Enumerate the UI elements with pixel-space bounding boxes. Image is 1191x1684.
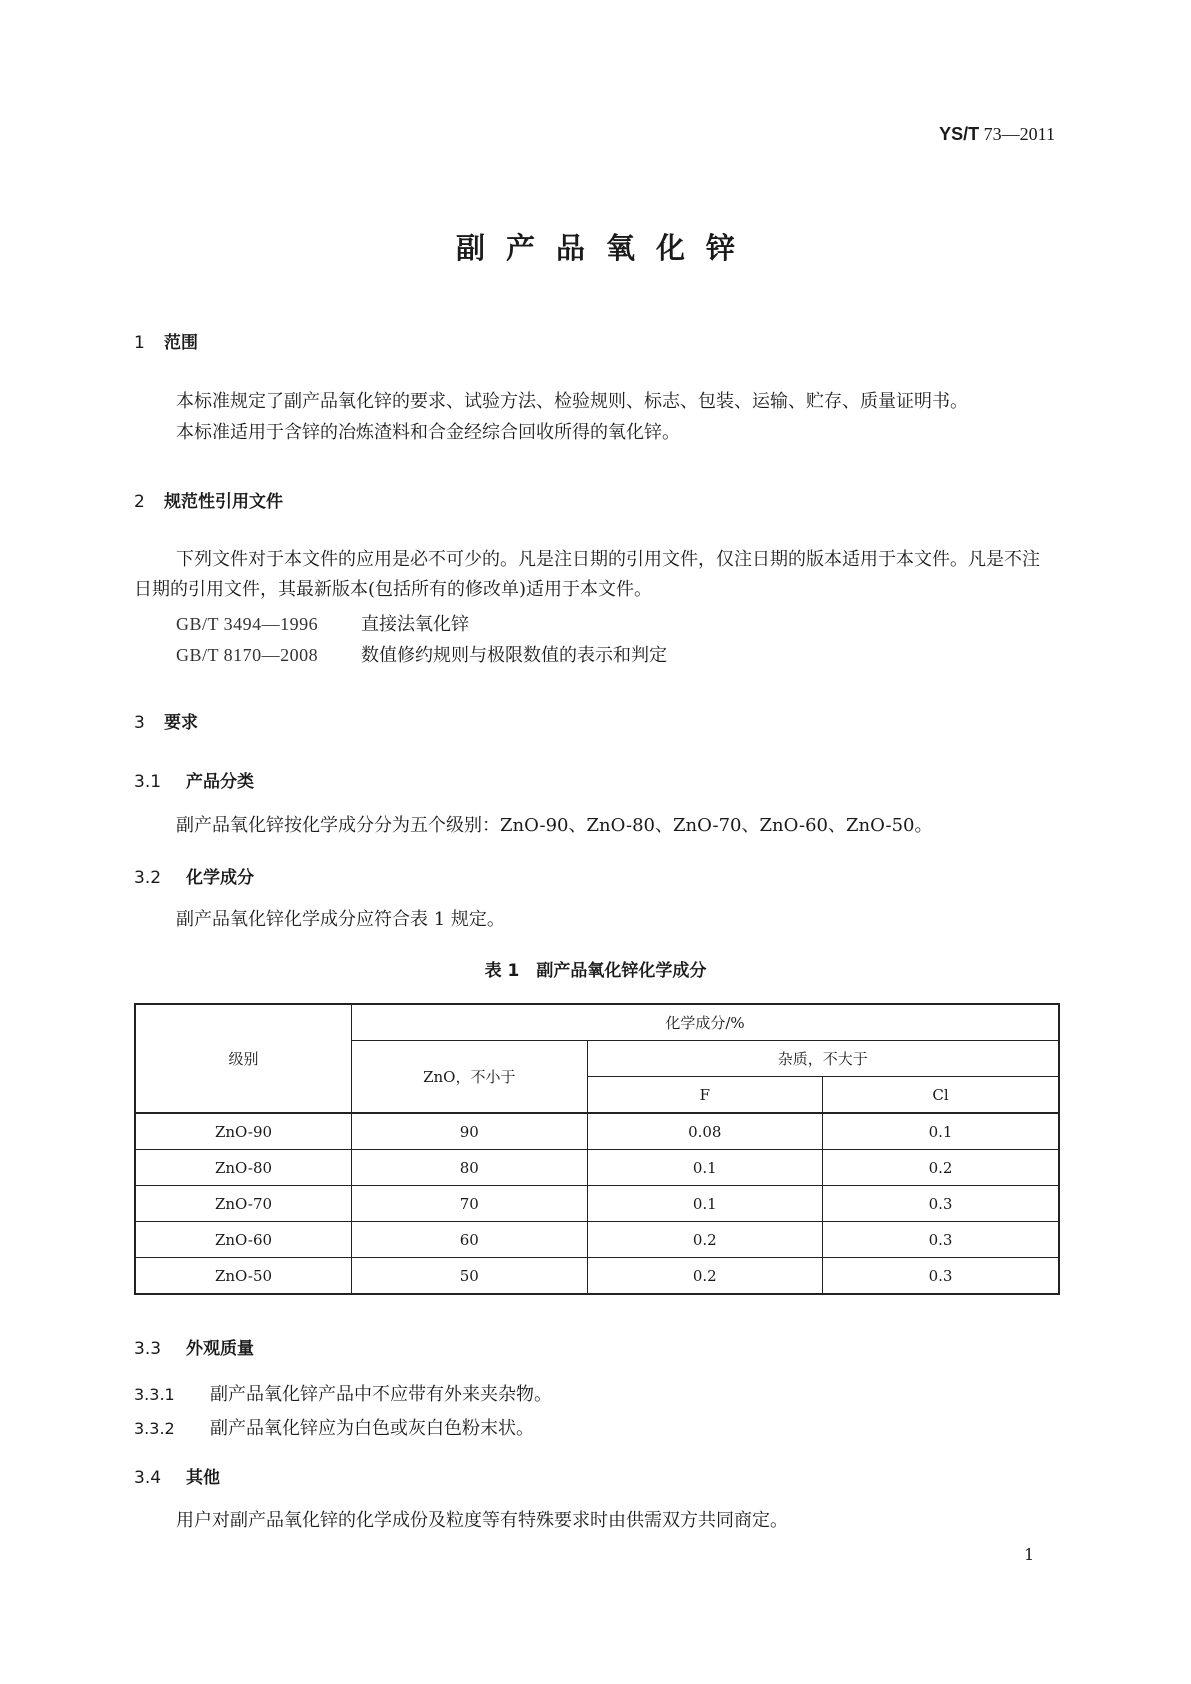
chemical-composition-table [134,1003,1060,1295]
section-title: 范围 [164,333,198,353]
cell-grade: ZnO-50 [135,1258,352,1295]
cell-cl: 0.2 [823,1150,1059,1186]
header-zno: ZnO，不小于 [352,1041,588,1114]
cell-f: 0.1 [587,1150,822,1186]
reference-title: 数值修约规则与极限数值的表示和判定 [361,645,667,666]
paragraph: 副产品氧化锌按化学成分分为五个级别：ZnO-90、ZnO-80、ZnO-70、ZnO-60、ZnO-50。 [176,815,933,836]
section-number: 1 [134,333,145,353]
clause-text: 副产品氧化锌产品中不应带有外来夹杂物。 [210,1384,552,1405]
table-row [135,1113,1059,1150]
paragraph: 副产品氧化锌化学成分应符合表 1 规定。 [176,909,505,930]
table-row [135,1150,1059,1186]
cell-cl: 0.3 [823,1258,1059,1295]
section-3-4-heading [134,1463,220,1488]
section-number: 3.1 [134,772,162,792]
cell-cl: 0.3 [823,1186,1059,1222]
paragraph: 本标准适用于含锌的冶炼渣料和合金经综合回收所得的氧化锌。 [176,422,680,443]
section-title: 化学成分 [186,868,254,888]
cell-zno: 70 [352,1186,588,1222]
section-title: 要求 [164,713,198,733]
document-code [939,124,1055,145]
section-3-1-heading [134,767,254,792]
cell-zno: 80 [352,1150,588,1186]
reference-code: GB/T 3494—1996 [176,614,319,634]
paragraph: 本标准规定了副产品氧化锌的要求、试验方法、检验规则、标志、包装、运输、贮存、质量证明书。 [176,391,968,412]
table-row [135,1222,1059,1258]
header-impurity: 杂质，不大于 [587,1041,1059,1077]
paragraph: 下列文件对于本文件的应用是必不可少的。凡是注日期的引用文件，仅注日期的版本适用于本文件。凡是不注日期的引用文件，其最新版本(包括所有的修改单)适用于本文件。 [134,549,1040,600]
table-row [135,1258,1059,1295]
section-number: 2 [134,492,145,512]
section-title: 外观质量 [186,1339,254,1359]
cell-cl: 0.1 [823,1113,1059,1150]
header-f: F [587,1077,822,1114]
cell-grade: ZnO-60 [135,1222,352,1258]
header-chem: 化学成分/% [352,1004,1059,1041]
clause-text: 副产品氧化锌应为白色或灰白色粉末状。 [210,1418,534,1439]
section-number: 3.2 [134,868,162,888]
page-number: 1 [1024,1545,1035,1564]
clause-3-3-2 [134,1414,534,1440]
section-number: 3.4 [134,1468,162,1488]
section-3-2-heading [134,863,254,888]
section-2-heading [134,487,283,512]
cell-zno: 50 [352,1258,588,1295]
paragraph: 用户对副产品氧化锌的化学成份及粒度等有特殊要求时由供需双方共同商定。 [176,1510,788,1531]
clause-3-3-1 [134,1380,552,1406]
table-row [135,1186,1059,1222]
cell-zno: 90 [352,1113,588,1150]
section-number: 3.3 [134,1339,162,1359]
cell-cl: 0.3 [823,1222,1059,1258]
clause-number: 3.3.1 [134,1385,175,1404]
cell-grade: ZnO-90 [135,1113,352,1150]
section-3-3-heading [134,1334,254,1359]
header-cl: Cl [823,1077,1059,1114]
code-number: 73—2011 [983,124,1055,144]
section-title: 规范性引用文件 [164,492,283,512]
cell-f: 0.08 [587,1113,822,1150]
cell-grade: ZnO-80 [135,1150,352,1186]
section-3-heading [134,708,198,733]
cell-f: 0.2 [587,1258,822,1295]
reference-item [176,640,667,671]
reference-code: GB/T 8170—2008 [176,645,319,665]
reference-item [176,609,469,640]
header-grade: 级别 [135,1004,352,1113]
section-1-heading [134,328,198,353]
clause-number: 3.3.2 [134,1419,175,1438]
page-title: 副产品氧化锌 [455,231,756,265]
section-title: 其他 [186,1468,220,1488]
cell-f: 0.1 [587,1186,822,1222]
cell-zno: 60 [352,1222,588,1258]
section-number: 3 [134,713,145,733]
section-title: 产品分类 [186,772,254,792]
code-prefix: YS/T [939,124,980,144]
cell-grade: ZnO-70 [135,1186,352,1222]
cell-f: 0.2 [587,1222,822,1258]
reference-title: 直接法氧化锌 [361,614,469,635]
table-caption: 表 1 副产品氧化锌化学成分 [484,961,707,981]
